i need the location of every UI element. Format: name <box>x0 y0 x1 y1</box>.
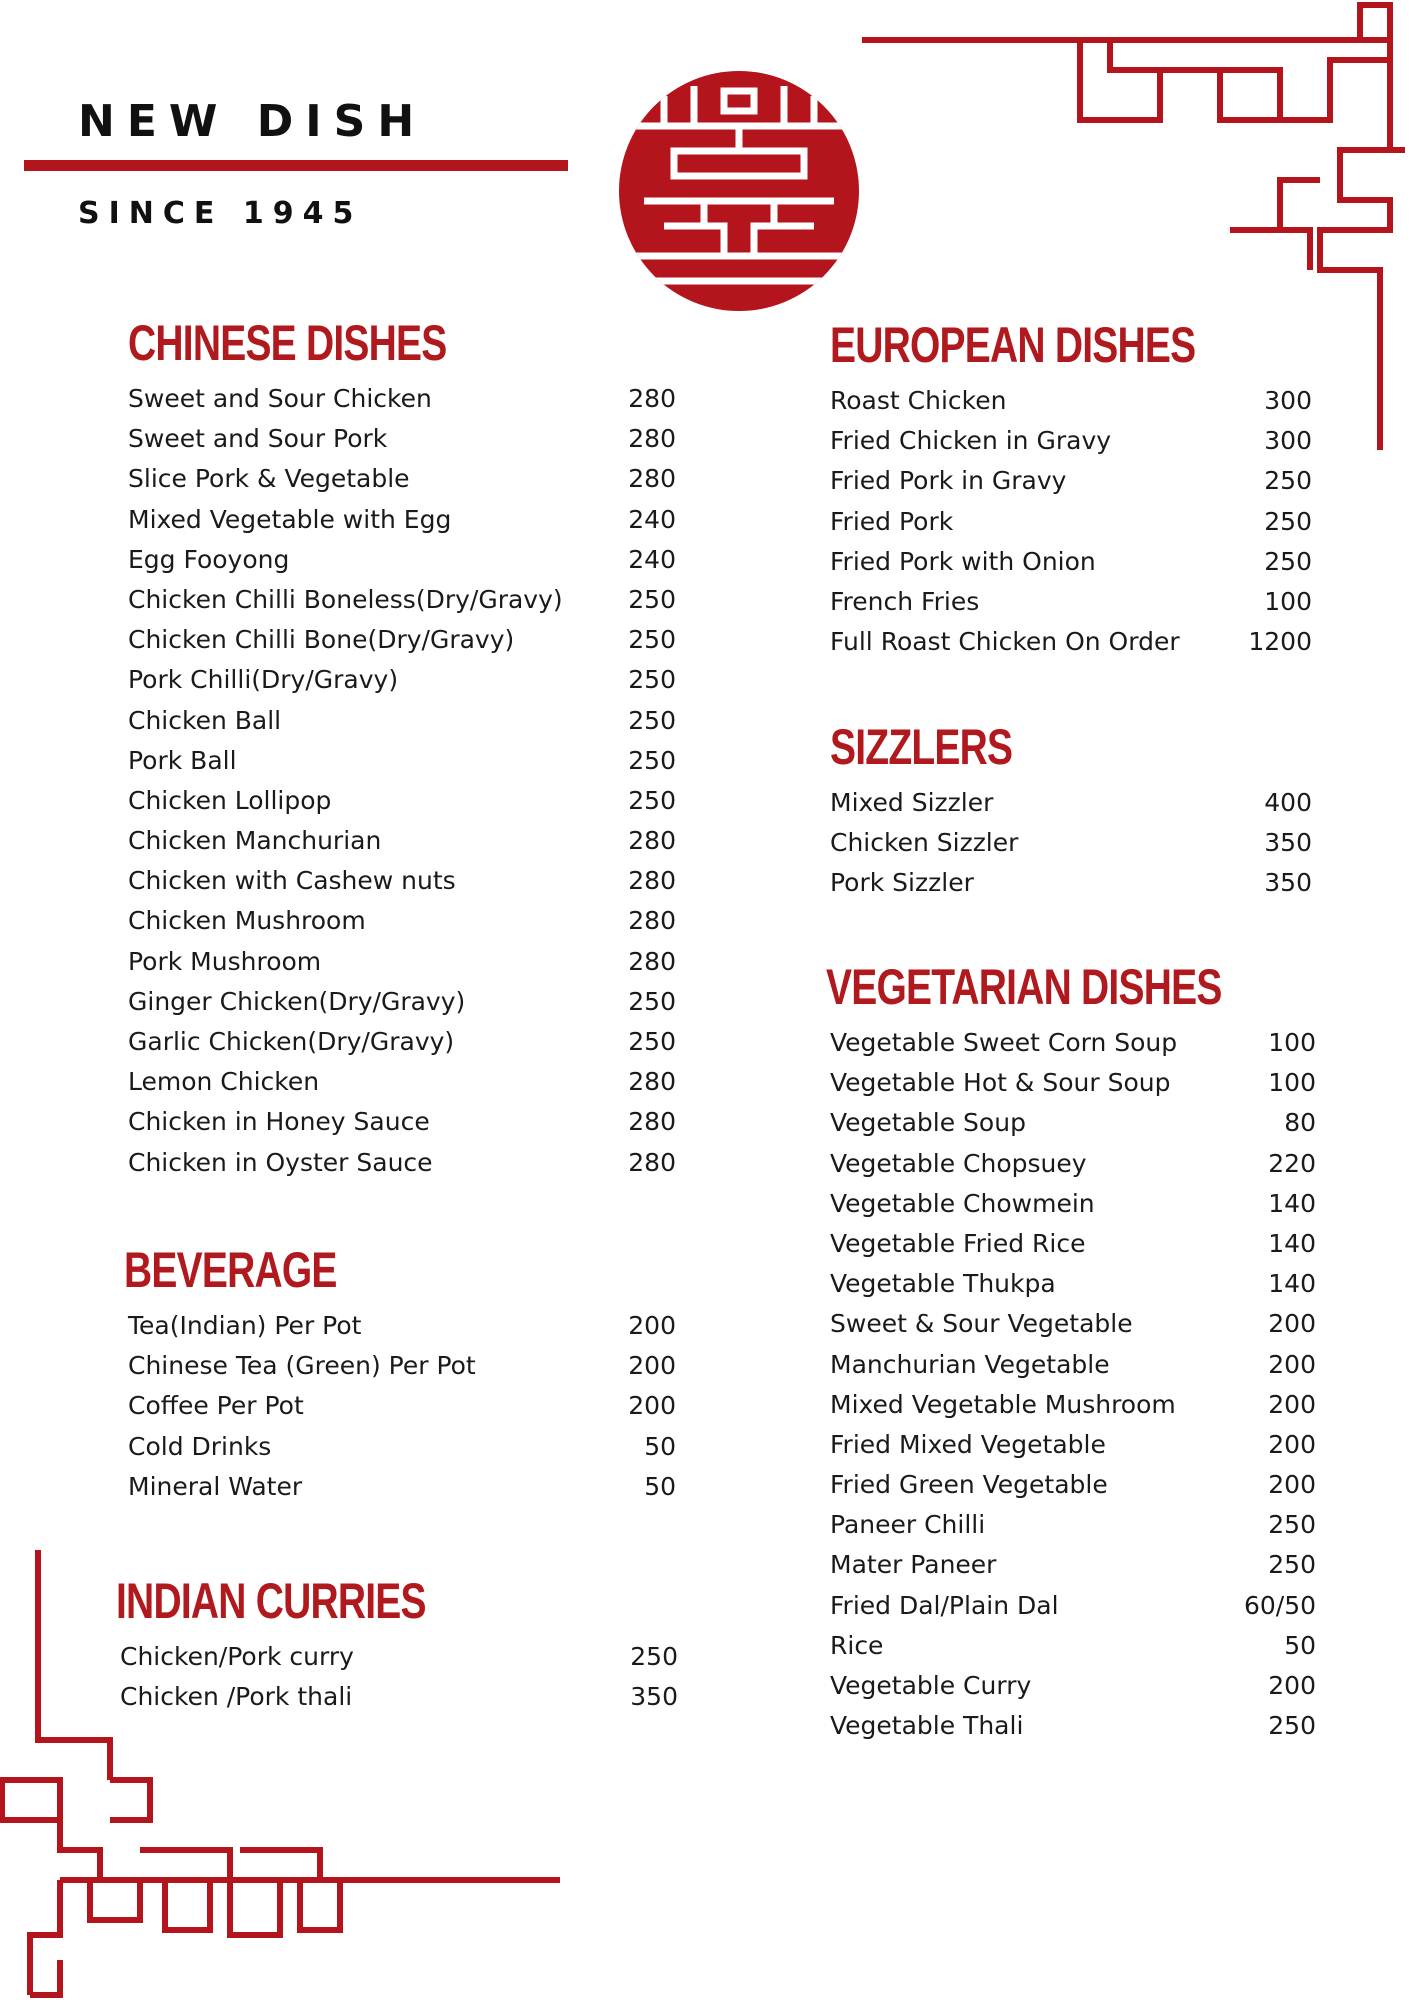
menu-item-name: Sweet & Sour Vegetable <box>830 1309 1133 1339</box>
menu-item <box>830 1108 1316 1148</box>
menu-item-name: Tea(Indian) Per Pot <box>128 1311 362 1340</box>
restaurant-name: NEW DISH <box>78 96 427 147</box>
menu-item-name: Fried Chicken in Gravy <box>830 426 1112 456</box>
menu-item-name: Cold Drinks <box>128 1431 272 1461</box>
menu-item-name: Chicken Sizzler <box>830 828 1019 858</box>
menu-item-name: Vegetable Soup <box>830 1108 1026 1138</box>
section-european-dishes <box>830 317 1312 667</box>
menu-item-name: Vegetable Thukpa <box>830 1269 1056 1299</box>
menu-item <box>128 866 676 906</box>
menu-item <box>128 1311 676 1351</box>
menu-item-price: 80 <box>1284 1108 1316 1138</box>
menu-item <box>830 1631 1316 1671</box>
menu-item-price: 240 <box>628 544 676 574</box>
menu-item-price: 280 <box>628 1107 676 1137</box>
menu-item-price: 350 <box>1264 828 1312 858</box>
menu-item <box>830 1711 1316 1751</box>
menu-item-price: 140 <box>1268 1269 1316 1299</box>
menu-item-price: 250 <box>628 785 676 815</box>
menu-item-price: 200 <box>628 1351 676 1381</box>
menu-item <box>128 665 676 705</box>
menu-item <box>128 987 676 1027</box>
menu-item-name: Vegetable Chopsuey <box>830 1148 1087 1178</box>
menu-item-price: 280 <box>628 424 676 454</box>
section-vegetarian-dishes <box>826 959 1316 1751</box>
menu-item-price: 350 <box>630 1682 678 1712</box>
menu-item <box>830 1591 1316 1631</box>
section-beverage <box>124 1242 676 1512</box>
menu-item-price: 140 <box>1268 1228 1316 1258</box>
section-sizzlers <box>830 719 1312 909</box>
menu-item <box>128 545 676 585</box>
menu-item <box>128 464 676 504</box>
menu-item <box>128 1148 676 1188</box>
menu-item-price: 250 <box>1268 1550 1316 1580</box>
menu-item <box>830 1309 1316 1349</box>
menu-item-name: Pork Ball <box>128 745 237 775</box>
menu-item <box>830 1028 1316 1068</box>
menu-item-price: 250 <box>628 745 676 775</box>
section-chinese-dishes <box>128 315 676 1188</box>
menu-list-vegetarian <box>830 1028 1316 1751</box>
menu-item-name: Chinese Tea (Green) Per Pot <box>128 1351 476 1381</box>
menu-item <box>128 625 676 665</box>
menu-item-price: 100 <box>1264 586 1312 616</box>
menu-item-price: 50 <box>644 1471 676 1501</box>
menu-list-sizzlers <box>830 788 1312 909</box>
menu-item-price: 200 <box>628 1311 676 1340</box>
menu-item-name: Lemon Chicken <box>128 1067 320 1097</box>
menu-list-chinese <box>128 384 676 1188</box>
menu-item <box>830 426 1312 466</box>
menu-item-name: Pork Sizzler <box>830 868 974 898</box>
menu-item-price: 200 <box>1268 1470 1316 1500</box>
menu-item-price: 200 <box>1268 1389 1316 1419</box>
menu-item-price: 1200 <box>1248 627 1312 657</box>
menu-item-price: 250 <box>1264 466 1312 496</box>
menu-item <box>830 587 1312 627</box>
menu-item-price: 250 <box>1264 506 1312 536</box>
menu-item-price: 250 <box>628 986 676 1016</box>
menu-item-name: Chicken Manchurian <box>128 826 382 856</box>
menu-item-name: Sweet and Sour Pork <box>128 424 388 454</box>
menu-item <box>128 947 676 987</box>
section-title-beverage: BEVERAGE <box>124 1242 337 1298</box>
menu-item <box>830 1269 1316 1309</box>
menu-item <box>830 1430 1316 1470</box>
menu-item-price: 280 <box>628 826 676 856</box>
chinese-double-happiness-emblem-icon <box>614 66 864 316</box>
menu-list-indian <box>120 1642 678 1722</box>
menu-item-name: Egg Fooyong <box>128 544 290 574</box>
menu-item-price: 50 <box>1284 1630 1316 1660</box>
menu-item <box>830 1390 1316 1430</box>
menu-item <box>128 1107 676 1147</box>
menu-item <box>128 906 676 946</box>
menu-item <box>128 746 676 786</box>
menu-item <box>128 706 676 746</box>
section-indian-curries <box>116 1573 678 1722</box>
menu-item-name: Chicken with Cashew nuts <box>128 866 456 896</box>
menu-item-name: Coffee Per Pot <box>128 1391 304 1421</box>
menu-item <box>120 1642 678 1682</box>
menu-item-name: Chicken /Pork thali <box>120 1682 353 1712</box>
menu-item <box>128 826 676 866</box>
menu-item-name: Garlic Chicken(Dry/Gravy) <box>128 1027 455 1056</box>
menu-item <box>128 1027 676 1067</box>
menu-item-name: Vegetable Sweet Corn Soup <box>830 1028 1178 1057</box>
menu-item-name: Chicken Chilli Boneless(Dry/Gravy) <box>128 584 563 614</box>
menu-item-name: Mixed Vegetable with Egg <box>128 504 452 534</box>
menu-item-name: Fried Pork <box>830 506 954 536</box>
menu-item-price: 200 <box>1268 1349 1316 1379</box>
menu-item-price: 60/50 <box>1243 1590 1316 1620</box>
menu-item-price: 200 <box>1268 1429 1316 1459</box>
since-tagline: SINCE 1945 <box>78 196 363 231</box>
menu-item <box>128 1067 676 1107</box>
menu-item-name: Fried Mixed Vegetable <box>830 1429 1106 1459</box>
menu-item <box>830 1229 1316 1269</box>
menu-item-name: Fried Pork in Gravy <box>830 466 1067 496</box>
menu-item-price: 300 <box>1264 386 1312 415</box>
menu-item <box>128 1391 676 1431</box>
menu-item <box>128 424 676 464</box>
menu-item-price: 200 <box>1268 1309 1316 1339</box>
menu-item-price: 250 <box>1268 1711 1316 1741</box>
section-title-vegetarian: VEGETARIAN DISHES <box>826 959 1222 1015</box>
menu-item-name: Vegetable Curry <box>830 1671 1032 1700</box>
menu-item <box>830 386 1312 426</box>
menu-item <box>830 828 1312 868</box>
header-divider <box>24 160 568 171</box>
menu-item-name: Paneer Chilli <box>830 1510 986 1540</box>
menu-item-name: Full Roast Chicken On Order <box>830 627 1180 657</box>
menu-item-name: Rice <box>830 1630 884 1660</box>
menu-item-name: Fried Green Vegetable <box>830 1470 1108 1500</box>
menu-item <box>120 1682 678 1722</box>
menu-item-name: Mater Paneer <box>830 1550 997 1580</box>
menu-item <box>830 627 1312 667</box>
menu-item-name: Vegetable Hot & Sour Soup <box>830 1068 1171 1098</box>
menu-item <box>830 1671 1316 1711</box>
menu-item <box>128 505 676 545</box>
menu-item-price: 280 <box>628 946 676 976</box>
menu-item-name: Chicken Lollipop <box>128 785 332 815</box>
menu-item-name: Vegetable Fried Rice <box>830 1228 1086 1258</box>
menu-item-price: 280 <box>628 464 676 494</box>
menu-item-name: Slice Pork & Vegetable <box>128 464 410 494</box>
menu-item <box>830 788 1312 828</box>
menu-item-name: Chicken Mushroom <box>128 906 366 936</box>
menu-item-price: 100 <box>1268 1068 1316 1098</box>
menu-item-price: 300 <box>1264 426 1312 456</box>
menu-list-european <box>830 386 1312 667</box>
menu-item-name: Roast Chicken <box>830 386 1007 415</box>
menu-item-price: 220 <box>1268 1148 1316 1178</box>
menu-item <box>830 1510 1316 1550</box>
menu-item <box>128 1351 676 1391</box>
menu-item <box>830 507 1312 547</box>
menu-item-name: Ginger Chicken(Dry/Gravy) <box>128 986 466 1016</box>
menu-item <box>830 868 1312 908</box>
menu-item-price: 250 <box>628 625 676 655</box>
menu-item-price: 140 <box>1268 1188 1316 1218</box>
menu-item-price: 250 <box>628 584 676 614</box>
menu-item-name: Sweet and Sour Chicken <box>128 384 432 413</box>
menu-item-price: 280 <box>628 906 676 936</box>
menu-item-price: 250 <box>628 705 676 735</box>
section-title-chinese: CHINESE DISHES <box>128 315 447 371</box>
section-title-european: EUROPEAN DISHES <box>830 317 1196 373</box>
menu-item <box>830 1350 1316 1390</box>
menu-item-price: 280 <box>628 1067 676 1097</box>
menu-item-name: Manchurian Vegetable <box>830 1349 1110 1379</box>
menu-item-price: 400 <box>1264 788 1312 817</box>
menu-item-name: French Fries <box>830 586 980 616</box>
menu-item-name: Fried Dal/Plain Dal <box>830 1590 1059 1620</box>
menu-item-name: Chicken Chilli Bone(Dry/Gravy) <box>128 625 515 655</box>
menu-item-price: 350 <box>1264 868 1312 898</box>
menu-item-price: 250 <box>1268 1510 1316 1540</box>
menu-item <box>830 1550 1316 1590</box>
menu-item-price: 250 <box>1264 546 1312 576</box>
menu-item-price: 240 <box>628 504 676 534</box>
menu-item <box>128 786 676 826</box>
menu-item <box>830 1470 1316 1510</box>
menu-item-price: 250 <box>628 665 676 695</box>
menu-item <box>830 1068 1316 1108</box>
menu-item-name: Pork Chilli(Dry/Gravy) <box>128 665 399 695</box>
menu-item <box>128 1432 676 1472</box>
menu-item <box>830 547 1312 587</box>
menu-item-name: Chicken/Pork curry <box>120 1642 354 1671</box>
menu-item-name: Fried Pork with Onion <box>830 546 1096 576</box>
menu-item-name: Mixed Sizzler <box>830 788 994 817</box>
menu-item-price: 280 <box>628 1147 676 1177</box>
menu-item-name: Chicken Ball <box>128 705 282 735</box>
menu-item <box>830 1149 1316 1189</box>
menu-item-price: 100 <box>1268 1028 1316 1057</box>
menu-item-name: Vegetable Chowmein <box>830 1188 1095 1218</box>
section-title-sizzlers: SIZZLERS <box>830 719 1013 775</box>
menu-item-name: Vegetable Thali <box>830 1711 1024 1741</box>
menu-item-name: Chicken in Oyster Sauce <box>128 1147 433 1177</box>
menu-item-name: Mineral Water <box>128 1471 303 1501</box>
menu-item <box>128 1472 676 1512</box>
menu-item <box>128 384 676 424</box>
menu-item-name: Pork Mushroom <box>128 946 322 976</box>
menu-item <box>830 466 1312 506</box>
menu-item-price: 50 <box>644 1431 676 1461</box>
menu-item-price: 280 <box>628 866 676 896</box>
menu-item-price: 280 <box>628 384 676 413</box>
section-title-indian: INDIAN CURRIES <box>116 1573 426 1629</box>
menu-list-beverage <box>128 1311 676 1512</box>
menu-item-price: 200 <box>628 1391 676 1421</box>
menu-item-price: 250 <box>628 1027 676 1056</box>
menu-item <box>830 1189 1316 1229</box>
menu-item <box>128 585 676 625</box>
menu-item-name: Mixed Vegetable Mushroom <box>830 1389 1176 1419</box>
menu-item-price: 250 <box>630 1642 678 1671</box>
menu-item-price: 200 <box>1268 1671 1316 1700</box>
menu-item-name: Chicken in Honey Sauce <box>128 1107 430 1137</box>
